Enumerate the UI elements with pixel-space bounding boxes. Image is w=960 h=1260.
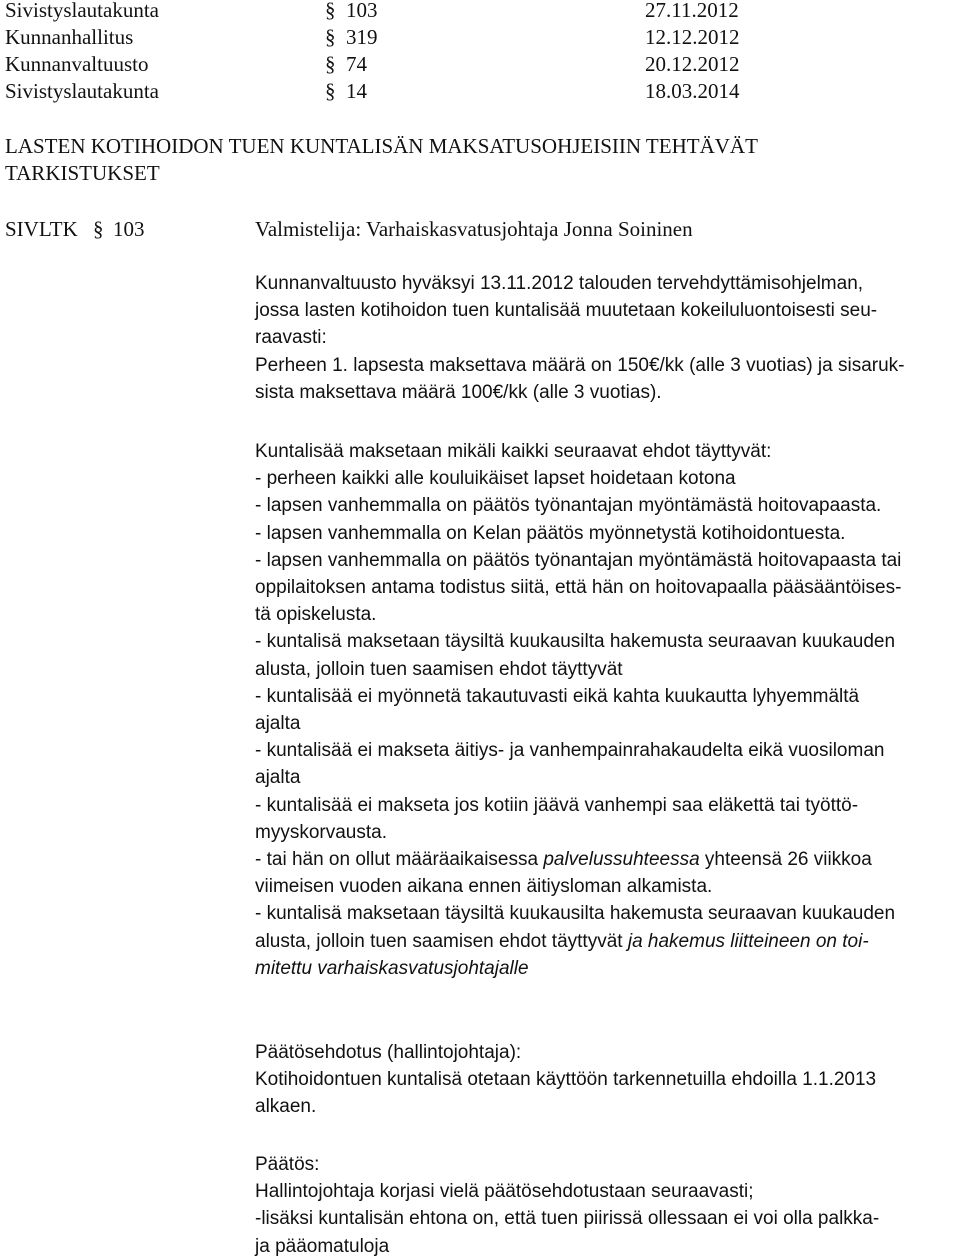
- text-line: - lapsen vanhemmalla on Kelan päätös myönnetystä kotihoidontuesta.: [255, 522, 846, 544]
- text-line: ja pääomatuloja: [255, 1235, 390, 1257]
- text-span: - tai hän on ollut määräaikaisessa: [255, 849, 544, 871]
- text-line: - kuntalisä maksetaan täysiltä kuukausilta hakemusta seuraavan kuukauden: [255, 903, 896, 925]
- history-number: 14: [346, 79, 367, 103]
- text-line: ajalta: [255, 767, 301, 789]
- proposal-heading: Päätösehdotus (hallintojohtaja):: [255, 1042, 522, 1063]
- history-date: 20.12.2012: [645, 52, 740, 76]
- decision-section: [255, 1151, 945, 1260]
- history-body: Kunnanhallitus: [5, 25, 134, 49]
- proposal-section: [255, 1039, 945, 1121]
- section-sign: §: [325, 52, 336, 76]
- emphasis-text: mitettu varhaiskasvatusjohtajalle: [255, 957, 529, 979]
- emphasis-text: ja hakemus liitteineen on toi-: [627, 930, 869, 952]
- text-line: - lapsen vanhemmalla on päätös työnantajan myöntämästä hoitovapaasta.: [255, 495, 882, 517]
- history-body: Sivistyslautakunta: [5, 0, 159, 22]
- history-number: 103: [346, 0, 378, 22]
- history-body: Kunnanvaltuusto: [5, 52, 149, 76]
- title-line: LASTEN KOTIHOIDON TUEN KUNTALISÄN MAKSATUSOHJEISIIN TEHTÄVÄT: [5, 134, 758, 158]
- history-row: [5, 24, 133, 50]
- history-row: [5, 78, 159, 104]
- history-number: 74: [346, 52, 367, 76]
- text-span: yhteensä 26 viikkoa: [699, 849, 872, 871]
- text-line: myyskorvausta.: [255, 821, 387, 843]
- history-row: [5, 0, 159, 23]
- text-line: - lapsen vanhemmalla on päätös työnantajan myöntämästä hoitovapaasta tai: [255, 549, 902, 571]
- intro-paragraph: [255, 270, 945, 406]
- text-span: alusta, jolloin tuen saamisen ehdot täyttyvät: [255, 930, 628, 952]
- text-line: Perheen 1. lapsesta maksettava määrä on 150€/kk (alle 3 vuotias) ja sisaruk-: [255, 354, 905, 376]
- text-line: [255, 846, 945, 873]
- history-body: Sivistyslautakunta: [5, 79, 159, 103]
- section-sign: §: [325, 0, 336, 22]
- preparer: Valmistelija: Varhaiskasvatusjohtaja Jonna Soininen: [255, 217, 693, 241]
- text-line: alkaen.: [255, 1096, 317, 1118]
- text-line: - kuntalisää ei makseta jos kotiin jäävä vanhempi saa eläkettä tai työttö-: [255, 794, 859, 816]
- text-line: Hallintojohtaja korjasi vielä päätösehdotustaan seuraavasti;: [255, 1181, 754, 1203]
- text-line: raavasti:: [255, 327, 327, 349]
- history-number: 319: [346, 25, 378, 49]
- text-line: alusta, jolloin tuen saamisen ehdot täyttyvät: [255, 658, 623, 680]
- text-line: jossa lasten kotihoidon tuen kuntalisää muutetaan kokeiluluontoisesti seu-: [255, 300, 878, 322]
- text-line: [255, 928, 945, 955]
- text-line: oppilaitoksen antama todistus siitä, että hän on hoitovapaalla pääsääntöises-: [255, 577, 902, 599]
- section-sign: §: [325, 79, 336, 103]
- section-label: [5, 216, 78, 242]
- text-line: [255, 955, 945, 982]
- text-line: viimeisen vuoden aikana ennen äitiysloman alkamista.: [255, 876, 713, 898]
- text-line: sista maksettava määrä 100€/kk (alle 3 vuotias).: [255, 381, 662, 403]
- text-line: - kuntalisä maksetaan täysiltä kuukausilta hakemusta seuraavan kuukauden: [255, 631, 896, 653]
- conditions-paragraph: [255, 438, 945, 982]
- section-sign: §: [325, 25, 336, 49]
- emphasis-text: palvelussuhteessa: [543, 849, 700, 871]
- text-line: ajalta: [255, 713, 301, 735]
- text-line: tä opiskelusta.: [255, 604, 377, 626]
- text-line: - kuntalisää ei myönnetä takautuvasti eikä kahta kuukautta lyhyemmältä: [255, 685, 860, 707]
- text-line: Kunnanvaltuusto hyväksyi 13.11.2012 talouden tervehdyttämisohjelman,: [255, 273, 864, 294]
- section-sign: §: [93, 217, 104, 241]
- text-line: - perheen kaikki alle kouluikäiset lapset hoidetaan kotona: [255, 468, 736, 490]
- decision-heading: Päätös:: [255, 1154, 320, 1175]
- history-date: 12.12.2012: [645, 25, 740, 49]
- text-line: -lisäksi kuntalisän ehtona on, että tuen piirissä ollessaan ei voi olla palkka-: [255, 1208, 880, 1230]
- section-number: 103: [113, 217, 145, 241]
- history-date: 27.11.2012: [645, 0, 739, 22]
- history-date: 18.03.2014: [645, 79, 740, 103]
- title-line: TARKISTUKSET: [5, 161, 160, 185]
- history-row: [5, 51, 148, 77]
- text-line: Kotihoidontuen kuntalisä otetaan käyttöön tarkennetuilla ehdoilla 1.1.2013: [255, 1069, 877, 1091]
- text-line: - kuntalisää ei makseta äitiys- ja vanhempainrahakaudelta eikä vuosiloman: [255, 740, 885, 762]
- text-line: Kuntalisää maksetaan mikäli kaikki seuraavat ehdot täyttyvät:: [255, 441, 772, 462]
- section-board: SIVLTK: [5, 217, 78, 241]
